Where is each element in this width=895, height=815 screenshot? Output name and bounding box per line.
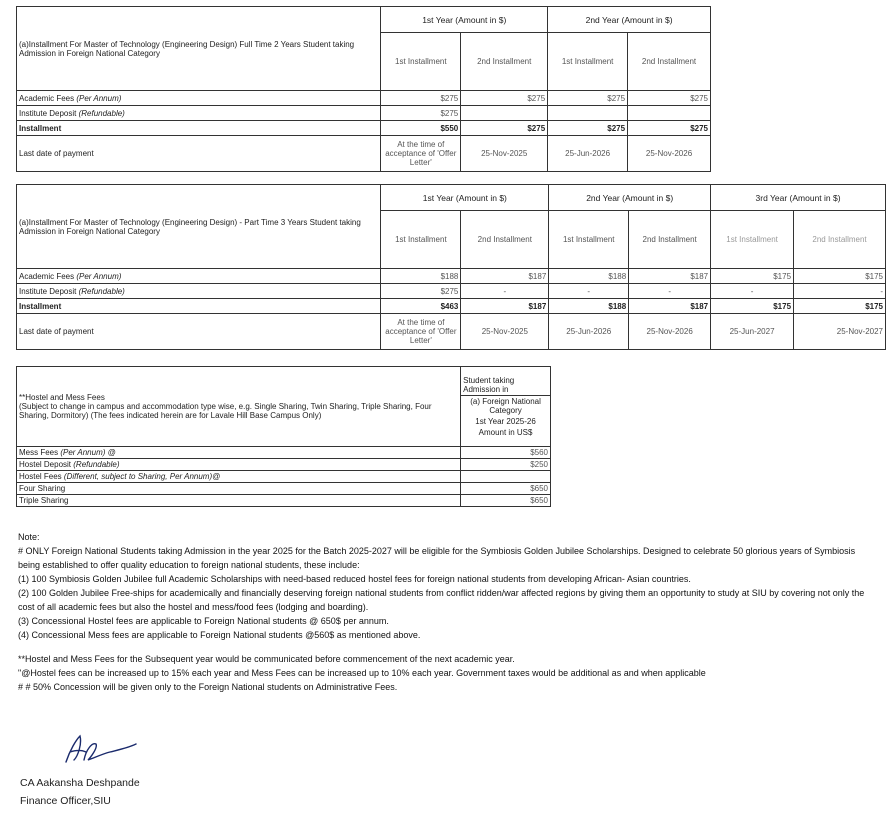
cell: $275 [381,106,461,121]
installment-header: 2nd Installment [629,211,711,269]
cell: At the time of acceptance of 'Offer Letter' [381,314,461,350]
signatory-name: CA Aakansha Deshpande [20,777,140,789]
installment-header: 2nd Installment [794,211,886,269]
cell: 25-Nov-2026 [628,136,711,172]
cell: $188 [381,269,461,284]
note-line: # ONLY Foreign National Students taking Admission in the year 2025 for the Batch 2025-2027 will be eligible for the Symbiosis Golden Jubilee Scholarships. Designed to celebrate 50 glorious years of Symbiosis being established to offer quality education to foreign national students, these include: [18,546,856,570]
row-label: Hostel Deposit (Refundable) [17,459,461,471]
cell: 25-Nov-2025 [461,314,549,350]
table-row [17,91,711,106]
note-line: "@Hostel fees can be increased up to 15% each year and Mess Fees can be increased up to 10% each year. Government taxes would be additional as and when applicable [18,668,706,678]
table-title [17,367,461,447]
cell [461,471,551,483]
row-label: Triple Sharing [17,495,461,507]
note-line: (1) 100 Symbiosis Golden Jubilee full Academic Scholarships with need-based reduced hostel fees for foreign national students from developing African- Asian countries. [18,574,691,584]
cell: - [794,284,886,299]
table-row [17,314,886,350]
table-row [17,459,551,471]
year-header: 1st Year (Amount in $) [381,185,549,211]
cell [628,106,711,121]
cell: $275 [628,91,711,106]
signatory-title: Finance Officer,SIU [20,795,111,807]
cell: $187 [629,269,711,284]
cell: $463 [381,299,461,314]
cell: - [461,284,549,299]
col-header-line: (a) Foreign National Category [470,397,541,415]
hostel-title: **Hostel and Mess Fees [19,393,105,402]
cell: $275 [461,121,548,136]
installment-header: 1st Installment [548,33,628,91]
cell: $188 [549,269,629,284]
table-row [17,136,711,172]
row-label: Institute Deposit (Refundable) [17,284,381,299]
cell: $250 [461,459,551,471]
cell: $650 [461,483,551,495]
row-label: Last date of payment [17,314,381,350]
table-row [17,269,886,284]
cell: $187 [461,269,549,284]
table-row [17,299,886,314]
cell: $175 [794,299,886,314]
row-label: Installment [17,121,381,136]
table-row [17,471,551,483]
installment-header: 2nd Installment [461,33,548,91]
note-line: (4) Concessional Mess fees are applicable to Foreign National students @560$ as mentioned above. [18,630,421,640]
cell: $187 [461,299,549,314]
notes-heading: Note: [18,532,40,542]
cell: - [629,284,711,299]
table-row [17,483,551,495]
row-label: Institute Deposit (Refundable) [17,106,381,121]
note-line: (2) 100 Golden Jubilee Free-ships for academically and financially deserving foreign national students from conflict ridden/war affected regions by giving them an opportunity to study at SIU by covering not only the cost of all academic fees but also the hostel and mess/food fees (lodging and boarding). [18,588,865,612]
hostel-mess-fee-table [16,366,551,507]
table-title: (a)Installment For Master of Technology (Engineering Design) Full Time 2 Years Student taking Admission in Foreign National Category [17,7,381,91]
cell: $275 [381,284,461,299]
note-line: **Hostel and Mess Fees for the Subsequent year would be communicated before commencement of the next academic year. [18,654,515,664]
installment-header: 2nd Installment [461,211,549,269]
cell: 25-Jun-2027 [711,314,794,350]
cell: $275 [548,91,628,106]
table-row [17,495,551,507]
row-label: Four Sharing [17,483,461,495]
table-row [17,121,711,136]
table-row [17,447,551,459]
installment-header: 2nd Installment [628,33,711,91]
cell: 25-Jun-2026 [549,314,629,350]
cell: 25-Nov-2025 [461,136,548,172]
cell: $175 [711,269,794,284]
cell: $550 [381,121,461,136]
cell: $560 [461,447,551,459]
cell: $650 [461,495,551,507]
fee-table-part-time [16,184,886,350]
note-line: # # 50% Concession will be given only to the Foreign National students on Administrative Fees. [18,682,398,692]
cell: - [549,284,629,299]
hostel-subtitle: (Subject to change in campus and accommodation type wise, e.g. Single Sharing, Twin Sharing, Triple Sharing, Four Sharing, Dormitory) (The fees indicated herein are for Lavale Hill Base Campus Only) [19,402,432,420]
cell: - [711,284,794,299]
cell: $275 [381,91,461,106]
cell: $188 [549,299,629,314]
cell [548,106,628,121]
table-row [17,106,711,121]
cell: $175 [711,299,794,314]
cell: At the time of acceptance of 'Offer Letter' [381,136,461,172]
year-header: 2nd Year (Amount in $) [549,185,711,211]
row-label: Academic Fees (Per Annum) [17,269,381,284]
cell: 25-Nov-2026 [629,314,711,350]
col-header-line: Amount in US$ [478,428,533,437]
signatory [20,774,140,810]
row-label: Last date of payment [17,136,381,172]
note-line: (3) Concessional Hostel fees are applicable to Foreign National students @ 650$ per annum. [18,616,389,626]
notes-section [18,530,878,694]
installment-header: 1st Installment [381,211,461,269]
table-title: (a)Installment For Master of Technology (Engineering Design) - Part Time 3 Years Student taking Admission in Foreign National Category [17,185,381,269]
cell: $275 [548,121,628,136]
year-header: 1st Year (Amount in $) [381,7,548,33]
row-label: Academic Fees (Per Annum) [17,91,381,106]
table-row [17,284,886,299]
cell: $175 [794,269,886,284]
column-header [461,367,551,447]
cell: $275 [628,121,711,136]
installment-header: 1st Installment [549,211,629,269]
row-label: Hostel Fees (Different, subject to Sharing, Per Annum)@ [17,471,461,483]
cell: 25-Jun-2026 [548,136,628,172]
fee-table-full-time [16,6,711,172]
handwritten-signature [58,730,138,770]
cell: 25-Nov-2027 [794,314,886,350]
installment-header: 1st Installment [711,211,794,269]
row-label: Installment [17,299,381,314]
installment-header: 1st Installment [381,33,461,91]
cell: $275 [461,91,548,106]
cell: $187 [629,299,711,314]
year-header: 3rd Year (Amount in $) [711,185,886,211]
col-header-line: Student taking Admission in [461,375,550,396]
year-header: 2nd Year (Amount in $) [548,7,711,33]
col-header-line: 1st Year 2025-26 [475,417,536,426]
row-label: Mess Fees (Per Annum) @ [17,447,461,459]
cell [461,106,548,121]
